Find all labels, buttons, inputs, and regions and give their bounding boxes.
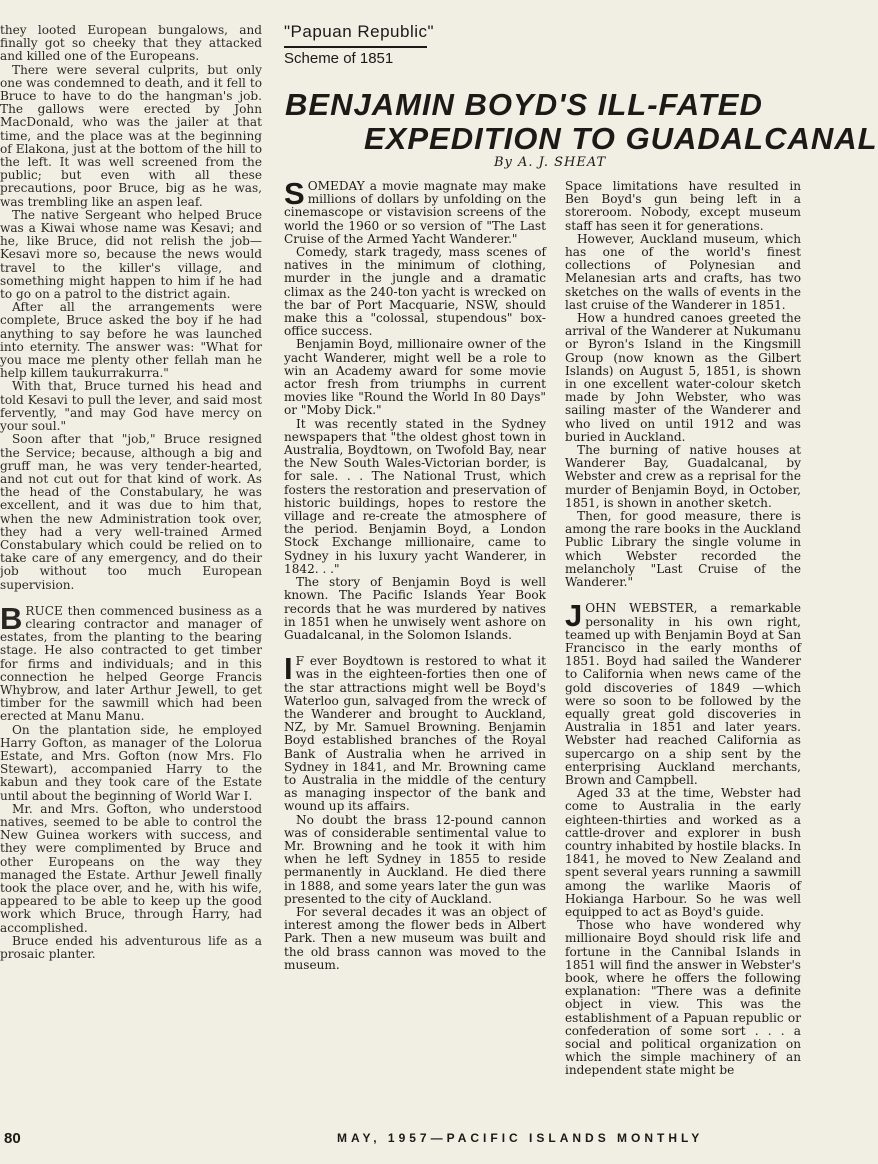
paragraph-text: F ever Boydtown is restored to what it was in the eighteen-forties then one of the star attractions might well be Boyd's Waterloo gun, salvaged from the wreck of the Wanderer and brought to Auckland, NZ, by Mr. Samuel Browning. Benjamin Boyd established branches of the Royal Bank of Australia when he arrived in Sydney in 1841, and Mr. Browning came to Australia in the middle of the century as managing inspector of the bank and wound up its affairs. (284, 654, 546, 814)
page-number: 80 (4, 1130, 21, 1147)
headline-line-1: BENJAMIN BOYD'S ILL-FATED (285, 87, 763, 122)
paragraph: Mr. and Mrs. Gofton, who understood natives, seemed to be able to control the New Guinea workers with success, and they were complimented by Bruce and other Europeans on the way they managed the Estate. Arthur Jewell finally took the place over, and he, with his wife, appeared to be able to keep up the good work which Bruce, through Harry, had accomplished. (0, 801, 262, 935)
paragraph: There were several culprits, but only one was condemned to death, and it fell to Bruce to have to do the hangman's job. The gallows were erected by John MacDonald, who was the jailer at that time, and the place was at the beginning of Elakona, just at the bottom of the hill to the left. It was well screened from the public; but even with all these precautions, poor Bruce, big as he was, was trembling like an aspen leaf. (0, 62, 262, 209)
column-right (565, 180, 801, 1078)
paragraph: Aged 33 at the time, Webster had come to Australia in the early eighteen-thirties and worked as a cattle-drover and explorer in bush country inhabited by hostile blacks. In 1841, he moved to New Zealand and spent several years running a sawmill among the warlike Maoris of Hokianga Harbour. So he was well equipped to act as Boyd's guide. (565, 786, 801, 919)
paragraph: With that, Bruce turned his head and told Kesavi to pull the lever, and said most fervently, "and may God have mercy on your soul." (0, 379, 262, 434)
paragraph: they looted European bungalows, and finally got so cheeky that they attacked and killed one of the Europeans. (0, 23, 262, 64)
paragraph-text: OMEDAY a movie magnate may make millions of dollars by unfolding on the cinemascope or vistavision screens of the world the 1960 or so version of "The Last Cruise of the Armed Yacht Wanderer." (284, 179, 546, 246)
paragraph: For several decades it was an object of interest among the flower beds in Albert Park. Then a new museum was built and the old brass cannon was moved to the museum. (284, 904, 546, 972)
paragraph: Comedy, stark tragedy, mass scenes of natives in the minimum of clothing, murder in the jungle and a dramatic climax as the 240-ton yacht is wrecked on the bar of Port Macquarie, NSW, should make this a "colossal, stupendous" box-office success. (284, 245, 546, 339)
paragraph-with-dropcap (0, 600, 262, 724)
article-headline (285, 87, 878, 156)
paragraph-with-dropcap (284, 651, 546, 814)
paragraph: No doubt the brass 12-pound cannon was of considerable sentimental value to Mr. Browning and he took it with him when he left Sydney in 1855 to reside permanently in Auckland. He died there in 1888, and some years later the gun was presented to the city of Auckland. (284, 812, 546, 906)
paragraph: Benjamin Boyd, millionaire owner of the yacht Wanderer, might well be a role to win an Academy award for some movie actor fresh from triumphs in current movies like "Round the World In 80 Days" or "Moby Dick." (284, 337, 546, 418)
drop-cap: J (565, 598, 583, 634)
headline-line-2: EXPEDITION TO GUADALCANAL (364, 121, 878, 156)
paragraph: The native Sergeant who helped Bruce was a Kiwai whose name was Kesavi; and he, like Bruce, did not relish the job—Kesavi more so, because the news would travel to the killer's village, and something might happen to him if he had to go on a patrol to the district again. (0, 207, 262, 302)
paragraph: Then, for good measure, there is among the rare books in the Auckland Public Library the single volume in which Webster recorded the melancholy "Last Cruise of the Wanderer." (565, 509, 801, 590)
paragraph: It was recently stated in the Sydney newspapers that "the oldest ghost town in Australia, Boydtown, on Twofold Bay, near the New South Wales-Victorian border, is for sale. . . The National Trust, which fosters the restoration and preservation of historic buildings, hopes to restore the village and re-create the atmosphere of the period. Benjamin Boyd, a London Stock Exchange millionaire, came to Sydney in his luxury yacht Wanderer, in 1842. . ." (284, 416, 546, 576)
paragraph: How a hundred canoes greeted the arrival of the Wanderer at Nukumanu or Byron's Island in the Kingsmill Group (now known as the Gilbert Islands) on August 5, 1851, is shown in one excellent water-colour sketch made by John Webster, who was sailing master of the Wanderer and who lived on until 1912 and was buried in Auckland. (565, 311, 801, 444)
paragraph: The burning of native houses at Wanderer Bay, Guadalcanal, by Webster and crew as a reprisal for the murder of Benjamin Boyd, in October, 1851, is shown in another sketch. (565, 443, 801, 510)
drop-cap: B (0, 600, 23, 636)
column-left (0, 24, 262, 961)
paragraph-with-dropcap (284, 176, 546, 246)
series-subtitle: Scheme of 1851 (284, 50, 394, 67)
drop-cap: S (284, 176, 305, 211)
running-head: MAY, 1957—PACIFIC ISLANDS MONTHLY (337, 1131, 704, 1145)
paragraph: However, Auckland museum, which has one of the world's finest collections of Polynesian and Melanesian arts and crafts, has two sketches on the walls of events in the last cruise of the Wanderer in 1851. (565, 231, 801, 312)
paragraph: After all the arrangements were complete, Bruce asked the boy if he had anything to say before he was launched into eternity. The answer was: "What for you mace me plenty other fellah man he help killem taukurrakurra." (0, 300, 262, 381)
paragraph-text: RUCE then commenced business as a clearing contractor and manager of estates, from the planting to the bearing stage. He also contracted to get timber for firms and individuals; and in this connection he helped George Francis Whybrow, and later Arthur Jewell, to get timber for the sawmill which had been erected at Manu Manu. (0, 603, 262, 724)
byline: By A. J. SHEAT (494, 155, 607, 170)
paragraph: Space limitations have resulted in Ben Boyd's gun being left in a storeroom. Nobody, except museum staff has seen it for generations. (565, 179, 801, 233)
kicker-rule (284, 46, 427, 48)
series-kicker: "Papuan Republic" (284, 22, 435, 41)
paragraph: Those who have wondered why millionaire Boyd should risk life and fortune in the Cannibal Islands in 1851 will find the answer in Webster's book, where he offers the following explanation: "There was a definite object in view. This was the establishment of a Papuan republic or confederation of some sort . . . a social and political organization on which the simple machinery of an independent state might be (565, 918, 801, 1078)
paragraph-text: OHN WEBSTER, a remarkable personality in his own right, teamed up with Benjamin Boyd at San Francisco in the early months of 1851. Boyd had sailed the Wanderer to California when news came of the gold discoveries of 1849 —which were so soon to be followed by the equally great gold discoveries in Australia in 1851 and later years. Webster had reached California as supercargo on a ship sent by the enterprising Auckland merchants, Brown and Campbell. (565, 601, 801, 787)
paragraph-with-dropcap (565, 598, 801, 787)
paragraph: The story of Benjamin Boyd is well known. The Pacific Islands Year Book records that he was murdered by natives in 1851 when he unwisely went ashore on Guadalcanal, in the Solomon Islands. (284, 575, 546, 642)
paragraph: Bruce ended his adventurous life as a prosaic planter. (0, 933, 262, 962)
paragraph: Soon after that "job," Bruce resigned the Service; because, although a big and gruff man, he was very tender-hearted, and not cut out for that kind of work. As the head of the Constabulary, he was excellent, and it was due to him that, when the new Administration took over, they had a very well-trained Armed Constabulary which could be relied on to take care of any emergency, and do their job without too much European supervision. (0, 432, 262, 592)
column-middle (284, 176, 546, 972)
paragraph: On the plantation side, he employed Harry Gofton, as manager of the Lolorua Estate, and Mrs. Gofton (now Mrs. Flo Stewart), accompanied Harry to the kabun and they took care of the Estate until about the beginning of World War I. (0, 722, 262, 803)
drop-cap: I (284, 651, 293, 687)
